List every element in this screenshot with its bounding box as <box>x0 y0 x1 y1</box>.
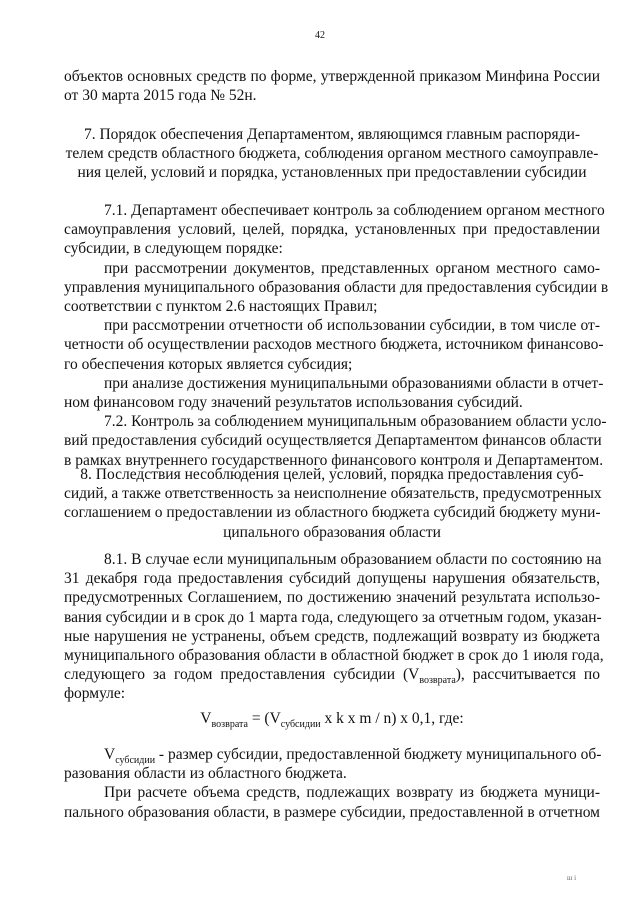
text-line: 8.1. В случае если муниципальным образованием области по состоянию на <box>104 551 602 568</box>
text-line: разования области из областного бюджета. <box>64 765 347 783</box>
text-line: при рассмотрении документов, представленных органом местного само- <box>104 259 600 277</box>
text-line: вания субсидии и в срок до 1 марта года, следующего за отчетным годом, указан- <box>64 608 602 626</box>
heading-line: 8. Последствия несоблюдения целей, условий, порядка предоставления суб- <box>80 466 584 483</box>
text-line: ном финансовом году значений результатов использования субсидий. <box>64 394 523 412</box>
text-line: пального образования области, в размере субсидии, предоставленной в отчетном <box>64 803 600 821</box>
text-line: самоуправления условий, целей, порядка, установленных при предоставлении <box>64 221 600 239</box>
section-8-1-body <box>64 550 604 704</box>
text-line: муниципального образования области в областной бюджет в срок до 1 июля года, <box>64 647 604 665</box>
page-number: 42 <box>315 30 325 41</box>
text-line: при рассмотрении отчетности об использовании субсидии, в том числе от- <box>104 317 600 335</box>
text-line: предусмотренных Соглашением, по достижению значений результата использо- <box>64 589 600 607</box>
text-line: 7.1. Департамент обеспечивает контроль за соблюдением органом местного <box>104 202 605 219</box>
text-line: при анализе достижения муниципальными образованиями области в отчет- <box>104 374 604 392</box>
text-line: четности об осуществлении расходов местного бюджета, источником финансово- <box>64 336 604 354</box>
text-line: вий предоставления субсидий осуществляется Департаментом финансов области <box>64 432 602 450</box>
text-line: объектов основных средств по форме, утвержденной приказом Минфина России <box>64 68 600 85</box>
formula-definitions <box>64 745 600 822</box>
text-line: ные нарушения не устранены, объем средств, подлежащий возврату из бюджета <box>64 627 600 645</box>
heading-line: 7. Порядок обеспечения Департаментом, являющимся главным распоряди- <box>83 126 581 143</box>
prev-clause-ending <box>64 67 600 105</box>
formula: $V_{возврата} = (V_{субсидии}$ x k x m / n) x 0,1, где: <box>200 710 464 731</box>
heading-line: ципального образования области <box>223 523 441 541</box>
text-line: управления муниципального образования области для предоставления субсидии в <box>64 278 609 296</box>
text-line-with-subscript: следующего за годом предоставления субсидии $(V_{возврата})$, рассчитывается по <box>64 666 600 687</box>
text-line: При расчете объема средств, подлежащих возврату из бюджета муници- <box>104 784 600 802</box>
heading-line: ния целей, условий и порядка, установленных при предоставлении субсидии <box>77 164 587 182</box>
text-line: соответствии с пунктом 2.6 настоящих Правил; <box>64 298 378 316</box>
text-line: 31 декабря года предоставления субсидий допущены нарушения обязательств, <box>64 570 600 588</box>
section-7-heading <box>64 125 600 183</box>
text-line-with-subscript: $V_{субсидии}$ - размер субсидии, предоставленной бюджету муниципального об- <box>104 746 602 767</box>
heading-line: соглашением о предоставлении из областного бюджета субсидий бюджету муни- <box>64 504 601 522</box>
text-line: формуле: <box>64 685 126 703</box>
text-line: го обеспечения которых является субсидия; <box>64 355 353 373</box>
footer-mark: ш і <box>567 874 577 882</box>
text-line: 7.2. Контроль за соблюдением муниципальным образованием области усло- <box>104 413 607 431</box>
section-7-body <box>64 201 609 470</box>
text-line: в рамках внутреннего государственного финансового контроля и Департаментом. <box>64 451 604 469</box>
section-8-heading <box>64 465 600 542</box>
text-line: от 30 марта 2015 года № 52н. <box>64 87 257 105</box>
heading-line: сидий, а также ответственность за неисполнение обязательств, предусмотренных <box>64 485 602 503</box>
heading-line: телем средств областного бюджета, соблюдения органом местного самоуправле- <box>65 145 599 163</box>
text-line: субсидии, в следующем порядке: <box>64 240 283 258</box>
